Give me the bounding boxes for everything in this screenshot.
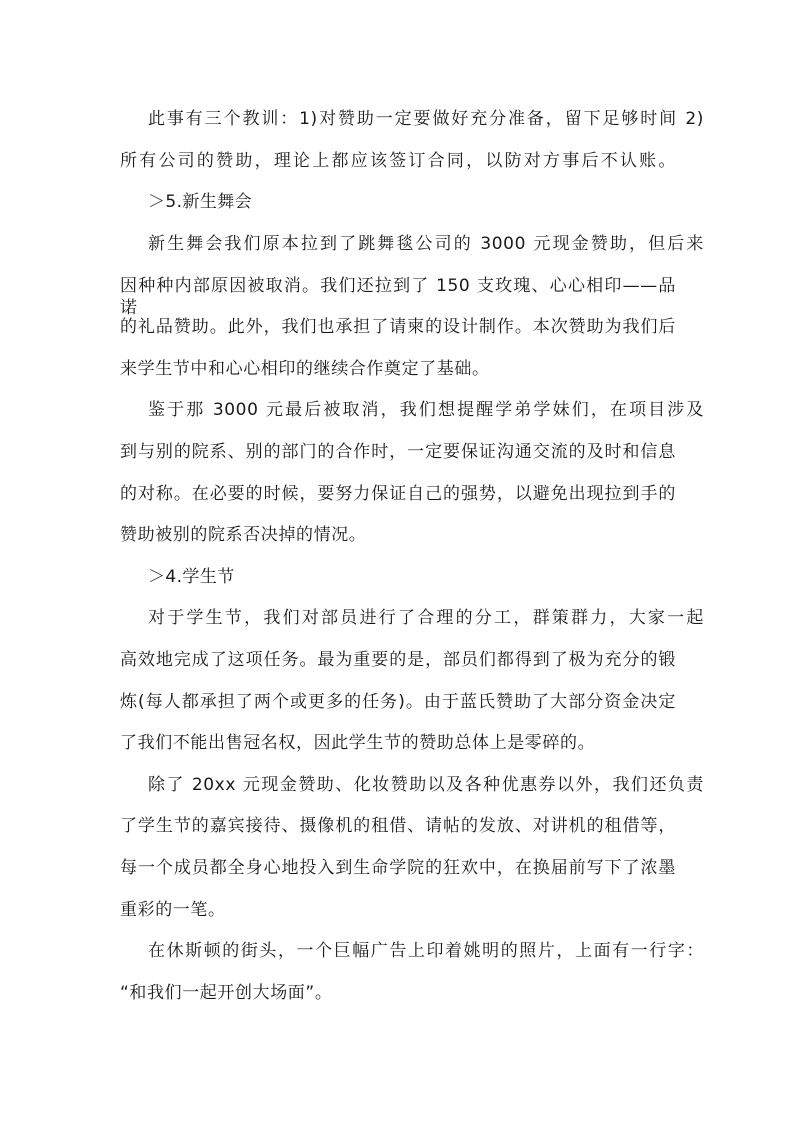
- paragraph-line: 来学生节中和心心相印的继续合作奠定了基础。: [120, 359, 490, 379]
- paragraph-line: 赞助被别的院系否决掉的情况。: [120, 525, 367, 545]
- paragraph-line: 新生舞会我们原本拉到了跳舞毯公司的 3000 元现金赞助，但后来: [148, 234, 704, 254]
- paragraph-line: 所有公司的赞助，理论上都应该签订合同，以防对方事后不认账。: [120, 151, 676, 171]
- paragraph-line: 的对称。在必要的时候，要努力保证自己的强势，以避免出现拉到手的: [120, 484, 676, 504]
- paragraph-line: 高效地完成了这项任务。最为重要的是，部员们都得到了极为充分的锻: [120, 650, 676, 670]
- section-heading: ＞4.学生节: [148, 567, 235, 587]
- paragraph-line: 此事有三个教训：1)对赞助一定要做好充分准备，留下足够时间 2): [148, 109, 704, 129]
- paragraph-line: 除了 20xx 元现金赞助、化妆赞助以及各种优惠券以外，我们还负责: [148, 775, 704, 795]
- paragraph-line: “和我们一起开创大场面”。: [120, 983, 333, 1003]
- paragraph-line: 因种种内部原因被取消。我们还拉到了 150 支玫瑰、心心相印——品诺: [120, 276, 676, 318]
- paragraph-line: 重彩的一笔。: [120, 900, 226, 920]
- paragraph-line: 到与别的院系、别的部门的合作时，一定要保证沟通交流的及时和信息: [120, 442, 676, 462]
- paragraph-line: 的礼品赞助。此外，我们也承担了请柬的设计制作。本次赞助为我们后: [120, 317, 676, 337]
- section-heading: ＞5.新生舞会: [148, 192, 253, 212]
- paragraph-line: 了学生节的嘉宾接待、摄像机的租借、请帖的发放、对讲机的租借等，: [120, 816, 676, 836]
- paragraph-line: 在休斯顿的街头，一个巨幅广告上印着姚明的照片，上面有一行字：: [148, 941, 704, 961]
- paragraph-line: 每一个成员都全身心地投入到生命学院的狂欢中，在换届前写下了浓墨: [120, 858, 676, 878]
- paragraph-line: 了我们不能出售冠名权，因此学生节的赞助总体上是零碎的。: [120, 733, 596, 753]
- paragraph-line: 对于学生节，我们对部员进行了合理的分工，群策群力，大家一起: [148, 608, 704, 628]
- paragraph-line: 炼(每人都承担了两个或更多的任务)。由于蓝氏赞助了大部分资金决定: [120, 692, 676, 712]
- paragraph-line: 鉴于那 3000 元最后被取消，我们想提醒学弟学妹们，在项目涉及: [148, 400, 704, 420]
